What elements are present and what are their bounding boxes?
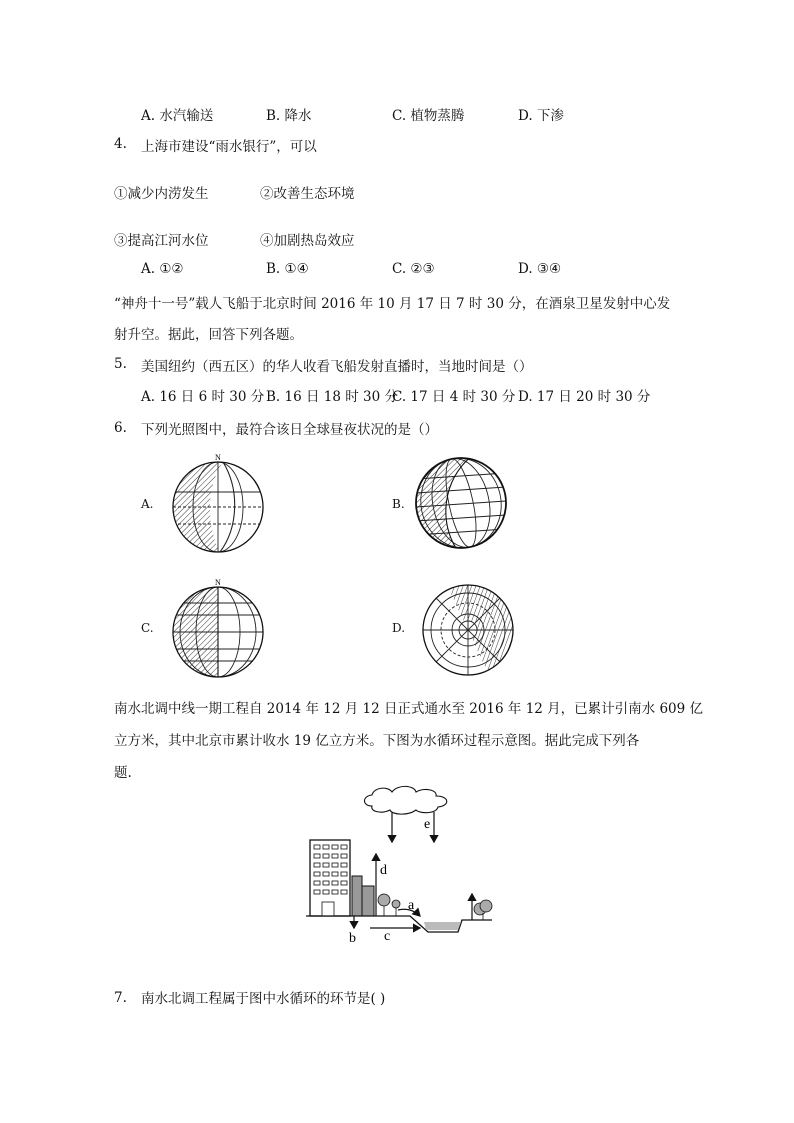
q5-option-b: B. 16 日 18 时 30 分 [266, 389, 398, 405]
globe-d [420, 582, 516, 678]
q4-option-b: B. ①④ [266, 261, 309, 277]
q3-option-d: D. 下渗 [518, 108, 564, 124]
cloud-icon [365, 786, 447, 814]
q4-option-c: C. ②③ [392, 261, 435, 277]
q3-option-a: A. 水汽输送 [141, 108, 214, 124]
q5-number: 5. [114, 356, 127, 372]
q5-stem: 美国纽约（西五区）的华人收看飞船发射直播时，当地时间是（） [141, 359, 533, 375]
q7-number: 7. [114, 990, 127, 1006]
label-b: b [349, 931, 356, 946]
globe-d-label: D. [392, 621, 406, 635]
water-cycle-diagram [300, 782, 500, 950]
q5-option-d: D. 17 日 20 时 30 分 [518, 389, 651, 405]
q7-stem: 南水北调工程属于图中水循环的环节是( ) [141, 991, 386, 1007]
passage1-line2: 射升空。据此，回答下列各题。 [114, 327, 303, 343]
q3-option-b: B. 降水 [266, 108, 312, 124]
q5-option-c: C. 17 日 4 时 30 分 [392, 389, 516, 405]
globe-b [413, 455, 509, 551]
globe-a [168, 450, 268, 556]
q3-option-c: C. 植物蒸腾 [392, 108, 465, 124]
q4-number: 4. [114, 136, 127, 152]
passage1-line1: “神舟十一号”载人飞船于北京时间 2016 年 10 月 17 日 7 时 30 分，在酒泉卫星发射中心发 [114, 296, 671, 312]
label-a: a [408, 898, 415, 913]
passage2-line2: 立方米，其中北京市累计收水 19 亿立方米。下图为水循环过程示意图。据此完成下列各 [114, 733, 640, 749]
passage2-line3: 题. [114, 765, 132, 781]
globe-a-north: N [215, 453, 221, 462]
label-d: d [380, 863, 387, 878]
q4-option-a: A. ①② [141, 261, 184, 277]
q4-item-4: ④加剧热岛效应 [260, 233, 355, 249]
q4-stem: 上海市建设“雨水银行”，可以 [141, 139, 317, 155]
globe-c-north: N [215, 578, 221, 587]
q4-item-3: ③提高江河水位 [114, 233, 209, 249]
globe-c-label: C. [141, 621, 154, 635]
q4-item-2: ②改善生态环境 [260, 186, 355, 202]
q6-stem: 下列光照图中，最符合该日全球昼夜状况的是（） [141, 422, 438, 438]
label-e: e [424, 817, 431, 832]
globe-c [168, 575, 268, 681]
q6-number: 6. [114, 420, 127, 436]
q4-option-d: D. ③④ [518, 261, 562, 277]
q5-option-a: A. 16 日 6 时 30 分 [141, 389, 265, 405]
q4-item-1: ①减少内涝发生 [114, 186, 209, 202]
label-c: c [384, 929, 391, 944]
globe-b-label: B. [392, 497, 405, 511]
passage2-line1: 南水北调中线一期工程自 2014 年 12 月 12 日正式通水至 2016 年 12 月，已累计引南水 609 亿 [114, 701, 704, 717]
globe-a-label: A. [141, 497, 154, 511]
